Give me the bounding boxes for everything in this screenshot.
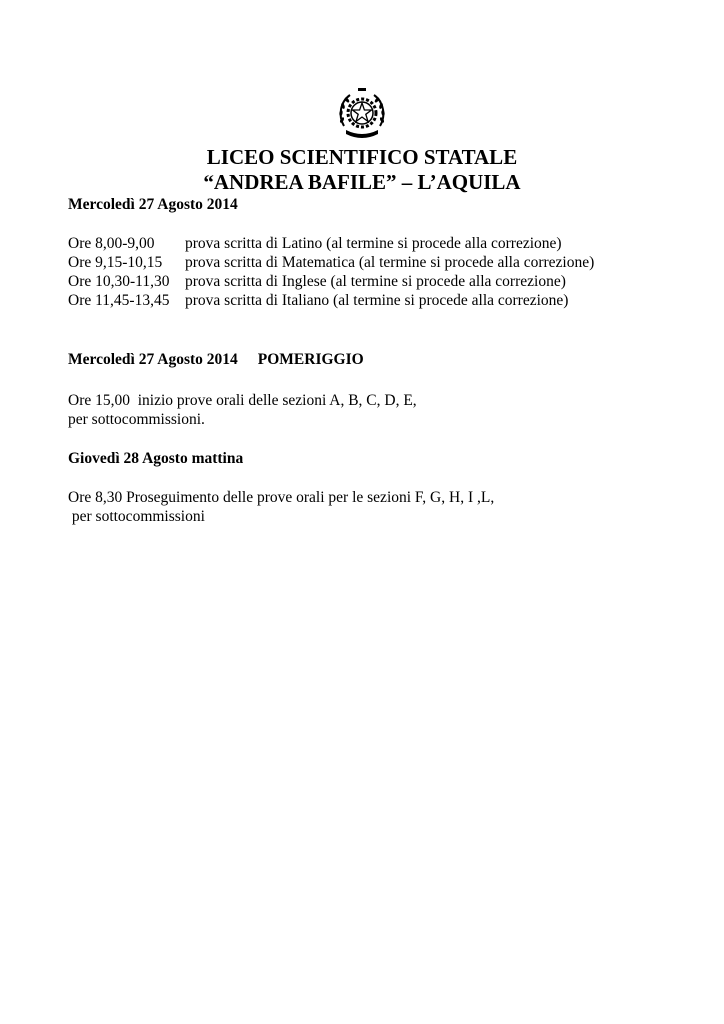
schedule-time: Ore 10,30-11,30 <box>68 273 170 290</box>
schedule-row <box>68 235 562 253</box>
schedule-row <box>68 292 568 310</box>
schedule-time: Ore 8,00-9,00 <box>68 235 155 252</box>
section2-line1: Ore 15,00 inizio prove orali delle sezioni A, B, C, D, E, <box>68 392 417 409</box>
section3-line1: Ore 8,30 Proseguimento delle prove orali per le sezioni F, G, H, I ,L, <box>68 489 495 506</box>
schedule-row <box>68 273 566 291</box>
school-name-line1: LICEO SCIENTIFICO STATALE <box>206 145 518 169</box>
section3-heading: Giovedì 28 Agosto mattina <box>68 450 244 467</box>
schedule-text: prova scritta di Latino (al termine si procede alla correzione) <box>185 235 562 252</box>
italian-republic-emblem-icon <box>334 86 390 142</box>
section2-heading-part: POMERIGGIO <box>257 351 364 368</box>
section1-heading: Mercoledì 27 Agosto 2014 <box>68 196 238 213</box>
schedule-text: prova scritta di Italiano (al termine si procede alla correzione) <box>185 292 569 309</box>
schedule-time: Ore 9,15-10,15 <box>68 254 163 271</box>
section2-line2: per sottocommissioni. <box>68 411 205 428</box>
section2-heading-date: Mercoledì 27 Agosto 2014 <box>68 351 238 368</box>
schedule-text: prova scritta di Inglese (al termine si procede alla correzione) <box>185 273 566 290</box>
section2-heading <box>68 351 364 369</box>
schedule-time: Ore 11,45-13,45 <box>68 292 170 309</box>
schedule-row <box>68 254 594 272</box>
schedule-text: prova scritta di Matematica (al termine si procede alla correzione) <box>185 254 595 271</box>
school-name-line2: “ANDREA BAFILE” – L’AQUILA <box>203 170 521 194</box>
section3-line2: per sottocommissioni <box>68 508 205 525</box>
